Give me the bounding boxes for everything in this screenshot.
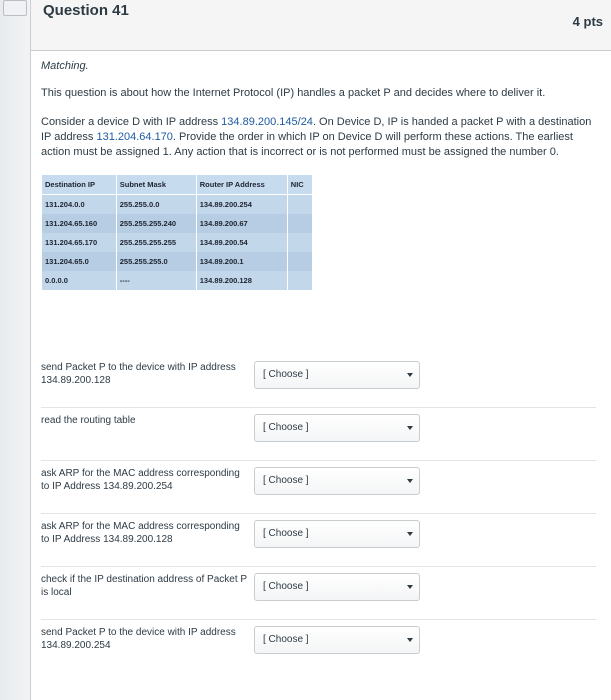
match-label: ask ARP for the MAC address corresponding to IP Address 134.89.200.254 xyxy=(41,468,240,492)
cell-nic xyxy=(287,233,312,252)
header-destination-ip: Destination IP xyxy=(42,175,117,195)
cell-destination: 0.0.0.0 xyxy=(42,271,117,290)
table-row xyxy=(42,252,313,271)
routing-table-header xyxy=(42,175,313,195)
device-ip-address: 134.89.200.145/24 xyxy=(221,116,313,128)
routing-table xyxy=(41,174,313,290)
match-row xyxy=(41,460,596,513)
destination-ip-address: 131.204.64.170 xyxy=(96,131,173,143)
table-row xyxy=(42,233,313,252)
cell-router: 134.89.200.54 xyxy=(196,233,287,252)
select-value: [ Choose ] xyxy=(263,581,309,592)
cell-nic xyxy=(287,271,312,290)
match-label: ask ARP for the MAC address corresponding to IP Address 134.89.200.128 xyxy=(41,521,240,545)
select-value: [ Choose ] xyxy=(263,369,309,380)
cell-mask: 255.255.255.240 xyxy=(116,214,196,233)
answer-select[interactable] xyxy=(254,520,420,548)
question-points: 4 pts xyxy=(572,14,603,29)
scenario-part-3: . Provide the order in which IP on Device D will perform these actions. The earliest action must be assigned 1. Any action that is incorrect or is not performed must be assigned the number 0. xyxy=(41,131,573,158)
answer-select[interactable] xyxy=(254,361,420,389)
cell-destination: 131.204.65.170 xyxy=(42,233,117,252)
flag-icon[interactable] xyxy=(3,0,27,16)
answer-select[interactable] xyxy=(254,626,420,654)
match-label: check if the IP destination address of Packet P is local xyxy=(41,574,247,598)
header-router-ip: Router IP Address xyxy=(196,175,287,195)
chevron-down-icon xyxy=(407,426,413,430)
question-intro: This question is about how the Internet Protocol (IP) handles a packet P and decides where to deliver it. xyxy=(41,87,546,99)
cell-router: 134.89.200.128 xyxy=(196,271,287,290)
cell-nic xyxy=(287,214,312,233)
cell-mask: 255.255.0.0 xyxy=(116,195,196,215)
cell-mask: 255.255.255.255 xyxy=(116,233,196,252)
select-value: [ Choose ] xyxy=(263,422,309,433)
chevron-down-icon xyxy=(407,373,413,377)
match-row xyxy=(41,407,596,460)
cell-mask: ---- xyxy=(116,271,196,290)
table-row xyxy=(42,195,313,215)
match-row xyxy=(41,355,596,407)
scenario-part-2: . On Device D, IP is handed a packet P with a destination IP address xyxy=(41,116,592,143)
question-body xyxy=(31,59,611,290)
cell-nic xyxy=(287,195,312,215)
match-row xyxy=(41,513,596,566)
answer-select[interactable] xyxy=(254,414,420,442)
chevron-down-icon xyxy=(407,585,413,589)
match-row xyxy=(41,619,596,672)
select-value: [ Choose ] xyxy=(263,634,309,645)
cell-router: 134.89.200.67 xyxy=(196,214,287,233)
cell-router: 134.89.200.254 xyxy=(196,195,287,215)
match-label: send Packet P to the device with IP address 134.89.200.254 xyxy=(41,627,236,651)
match-row xyxy=(41,566,596,619)
cell-nic xyxy=(287,252,312,271)
cell-destination: 131.204.65.160 xyxy=(42,214,117,233)
match-label: read the routing table xyxy=(41,415,136,426)
chevron-down-icon xyxy=(407,479,413,483)
header-subnet-mask: Subnet Mask xyxy=(116,175,196,195)
select-value: [ Choose ] xyxy=(263,475,309,486)
chevron-down-icon xyxy=(407,638,413,642)
scenario-part-1: Consider a device D with IP address xyxy=(41,116,222,128)
question-scenario xyxy=(41,115,595,160)
question-kind: Matching. xyxy=(41,60,89,72)
table-row xyxy=(42,271,313,290)
question-title: Question 41 xyxy=(43,2,129,19)
cell-router: 134.89.200.1 xyxy=(196,252,287,271)
table-row xyxy=(42,214,313,233)
header-nic: NIC xyxy=(287,175,312,195)
cell-destination: 131.204.0.0 xyxy=(42,195,117,215)
cell-destination: 131.204.65.0 xyxy=(42,252,117,271)
question-header xyxy=(31,0,611,51)
answer-select[interactable] xyxy=(254,467,420,495)
answer-select[interactable] xyxy=(254,573,420,601)
cell-mask: 255.255.255.0 xyxy=(116,252,196,271)
chevron-down-icon xyxy=(407,532,413,536)
question-card xyxy=(30,0,611,700)
match-list xyxy=(41,355,596,672)
match-label: send Packet P to the device with IP address 134.89.200.128 xyxy=(41,362,236,386)
select-value: [ Choose ] xyxy=(263,528,309,539)
